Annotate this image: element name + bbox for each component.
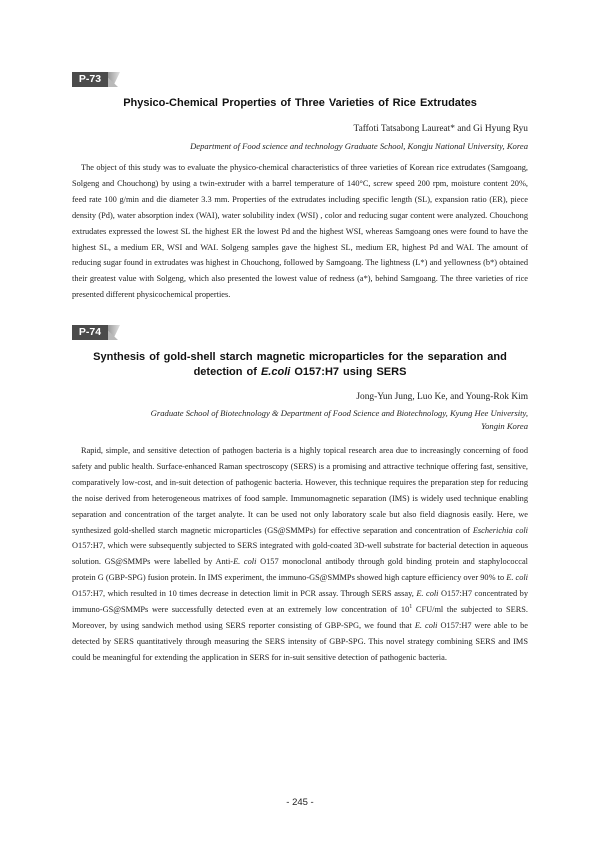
paper-authors: Taffoti Tatsabong Laureat* and Gi Hyung Ryu <box>353 124 528 134</box>
paper-id-label: P-74 <box>72 325 108 340</box>
paper-abstract: Rapid, simple, and sensitive detection of pathogen bacteria is a highly topical research area due to increasingly concerning of food safety and public health. Surface-enhanced Raman spectroscopy (SERS) is a promising and attractive technique offering fast, sensitive, comparatively low-cost, and in-suit detection of pathogenic bacteria. However, this technique requires the preparation step for reducing the noise derived from heterogeneous matrixes of food sample. Immunomagnetic separation (IMS) is widely used technique enabling separation and concentration of the target analyte. It can be used not only laboratory scale but also field diagnosis easily. Here, we synthesized gold-shelled starch magnetic microparticles (GS@SMMPs) for effective separation and concentration of Escherichia coli O157:H7, which were subsequently subjected to SERS integrated with gold-coated 3D-well substrate for bacterial detection in aqueous solution. GS@SMMPs were labelled by Anti-E. coli O157 monoclonal antibody through gold binding protein and staphylococcal protein G (GBP-SPG) fusion protein. In IMS experiment, the immuno-GS@SMMPs showed high capture efficiency over 90% to E. coli O157:H7, which resulted in 10 times decrease in detection limit in PCR assay. Through SERS assay, E. coli O157:H7 concentrated by immuno-GS@SMMPs were successfully detected even at an extremely low concentration of $10^1$ CFU/ml the subjected to SERS. Moreover, by using sandwich method using SERS reporter consisting of GBP-SPG, we found that E. coli O157:H7 were able to be detected by SERS quantitatively through measuring the SERS intensity of GBP-SPG. This novel strategy combining SERS and IMS could be meaningful for extending the application in SERS for in-suit sensitive detection of pathogenic bacteria. <box>72 446 529 662</box>
paper-authors: Jong-Yun Jung, Luo Ke, and Young-Rok Kim <box>356 392 528 402</box>
paper-title <box>60 350 540 380</box>
page-number: - 245 - <box>286 797 314 808</box>
paper-id-label: P-73 <box>72 72 108 87</box>
paper-id-badge <box>72 325 120 340</box>
affiliation-line-1: Graduate School of Biotechnology & Department of Food Science and Biotechnology, Kyung Hee University, <box>150 408 528 418</box>
paper-id-badge <box>72 72 120 87</box>
paper-title-line-2: detection of E.coli O157:H7 using SERS <box>193 366 407 378</box>
affiliation-line-2: Yongin Korea <box>481 421 528 431</box>
paper-affiliation: Department of Food science and technology Graduate School, Kongju National University, Korea <box>190 141 528 151</box>
paper-title: Physico-Chemical Properties of Three Varieties of Rice Extrudates <box>123 97 477 109</box>
paper-title-line-1: Synthesis of gold-shell starch magnetic microparticles for the separation and <box>93 351 507 363</box>
paper-affiliation <box>151 407 528 433</box>
paper-abstract: The object of this study was to evaluate the physico-chemical characteristics of three varieties of Korean rice extrudates (Samgoang, Solgeng and Chouchong) by using a twin-extruder with a barrel temperature of 140°C, screw speed 200 rpm, moisture content 20%, feed rate 100 g/min and die diameter 3.3 mm. Properties of the extrudates including specific length (SL), expansion ratio (ER), piece density (Pd), water absorption index (WAI), water solubility index (WSI) , color and reducing sugar content were analyzed. Chouchong extrudates expressed the lowest SL the highest ER the lowest Pd and the highest WSI, whereas Samgoang ones were found to have the highest SL, a medium ER, WSI and WAI. Solgeng samples gave the highest SL, medium ER, highest Pd and WAI. The amount of reducing sugar found in extrudates was highest in Chouchong, followed by Samgoang. The lightness (L*) and yellowness (b*) obtained their greatest value with Solgeng, which also presented the lowest value of redness (a*), behind Samgoang. The three varieties of rice presented different physicochemical properties. <box>72 163 528 300</box>
title-italic-species: E.coli <box>260 366 291 378</box>
